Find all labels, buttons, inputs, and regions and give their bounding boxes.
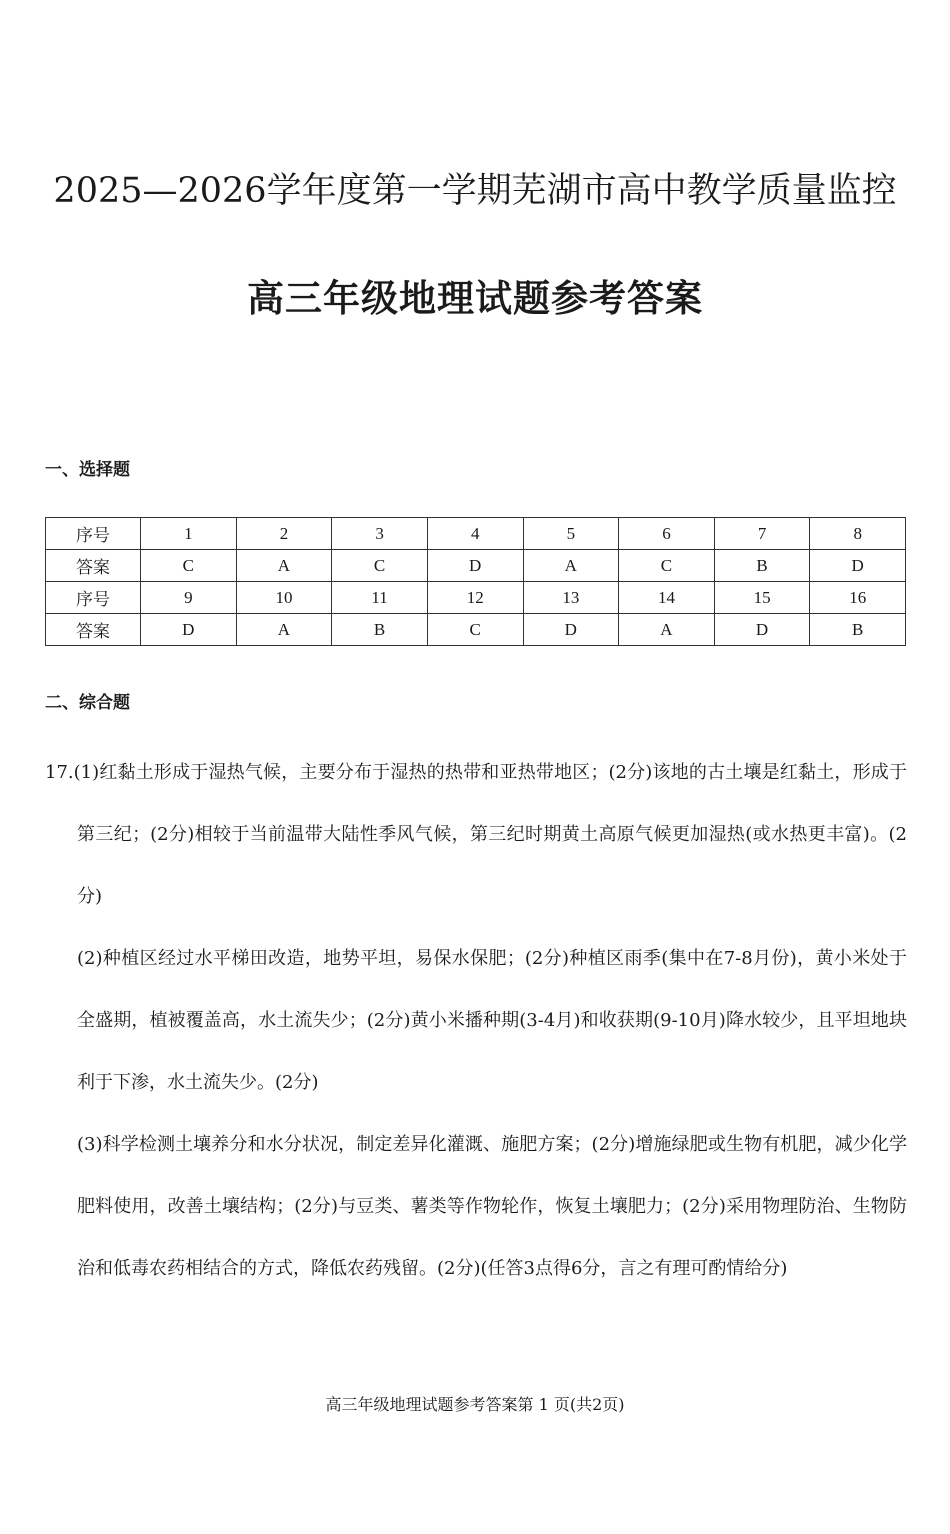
table-cell: 14: [619, 582, 715, 614]
table-cell: 12: [427, 582, 523, 614]
document-title: 2025—2026学年度第一学期芜湖市高中教学质量监控: [53, 171, 897, 211]
answer-table: [45, 517, 906, 646]
table-cell: 8: [810, 518, 906, 550]
table-cell: B: [332, 614, 428, 646]
table-cell: C: [332, 550, 428, 582]
table-cell: A: [236, 614, 332, 646]
table-cell: C: [619, 550, 715, 582]
table-row: [46, 614, 906, 646]
table-cell: 5: [523, 518, 619, 550]
answer-part-3: (3)科学检测土壤养分和水分状况，制定差异化灌溉、施肥方案；(2分)增施绿肥或生物有机肥，减少化学肥料使用，改善土壤结构；(2分)与豆类、薯类等作物轮作，恢复土壤肥力；(2分)采用物理防治、生物防治和低毒农药相结合的方式，降低农药残留。(2分)(任答3点得6分，言之有理可酌情给分): [77, 1134, 907, 1279]
section-heading-comprehensive: 二、综合题: [45, 693, 130, 713]
table-cell: B: [810, 614, 906, 646]
table-cell: 16: [810, 582, 906, 614]
row-label: 答案: [46, 550, 141, 582]
table-cell: D: [141, 614, 237, 646]
table-cell: 13: [523, 582, 619, 614]
answer-part-1: 17.(1)红黏土形成于湿热气候，主要分布于湿热的热带和亚热带地区；(2分)该地的古土壤是红黏土，形成于第三纪；(2分)相较于当前温带大陆性季风气候，第三纪时期黄土高原气候更加湿热(或水热更丰富)。(2分): [45, 762, 907, 907]
answer-part-2: (2)种植区经过水平梯田改造，地势平坦，易保水保肥；(2分)种植区雨季(集中在7-8月份)，黄小米处于全盛期，植被覆盖高，水土流失少；(2分)黄小米播种期(3-4月)和收获期(9-10月)降水较少，且平坦地块利于下渗，水土流失少。(2分): [77, 948, 907, 1093]
table-cell: D: [427, 550, 523, 582]
table-cell: C: [427, 614, 523, 646]
table-cell: 4: [427, 518, 523, 550]
row-label: 序号: [46, 518, 141, 550]
table-cell: A: [523, 550, 619, 582]
table-cell: 10: [236, 582, 332, 614]
table-row: [46, 518, 906, 550]
document-subtitle: 高三年级地理试题参考答案: [247, 277, 703, 320]
row-label: 序号: [46, 582, 141, 614]
section-heading-choice: 一、选择题: [45, 460, 130, 480]
table-cell: 11: [332, 582, 428, 614]
table-cell: A: [236, 550, 332, 582]
table-row: [46, 582, 906, 614]
question-17-answer: [45, 742, 907, 1300]
table-cell: 15: [714, 582, 810, 614]
table-cell: D: [810, 550, 906, 582]
table-cell: B: [714, 550, 810, 582]
table-cell: D: [714, 614, 810, 646]
table-cell: C: [141, 550, 237, 582]
table-cell: 9: [141, 582, 237, 614]
page-footer: 高三年级地理试题参考答案第 1 页(共2页): [325, 1395, 625, 1414]
table-cell: 6: [619, 518, 715, 550]
table-cell: 3: [332, 518, 428, 550]
table-cell: D: [523, 614, 619, 646]
table-cell: 2: [236, 518, 332, 550]
table-cell: 1: [141, 518, 237, 550]
table-cell: 7: [714, 518, 810, 550]
row-label: 答案: [46, 614, 141, 646]
table-row: [46, 550, 906, 582]
table-cell: A: [619, 614, 715, 646]
